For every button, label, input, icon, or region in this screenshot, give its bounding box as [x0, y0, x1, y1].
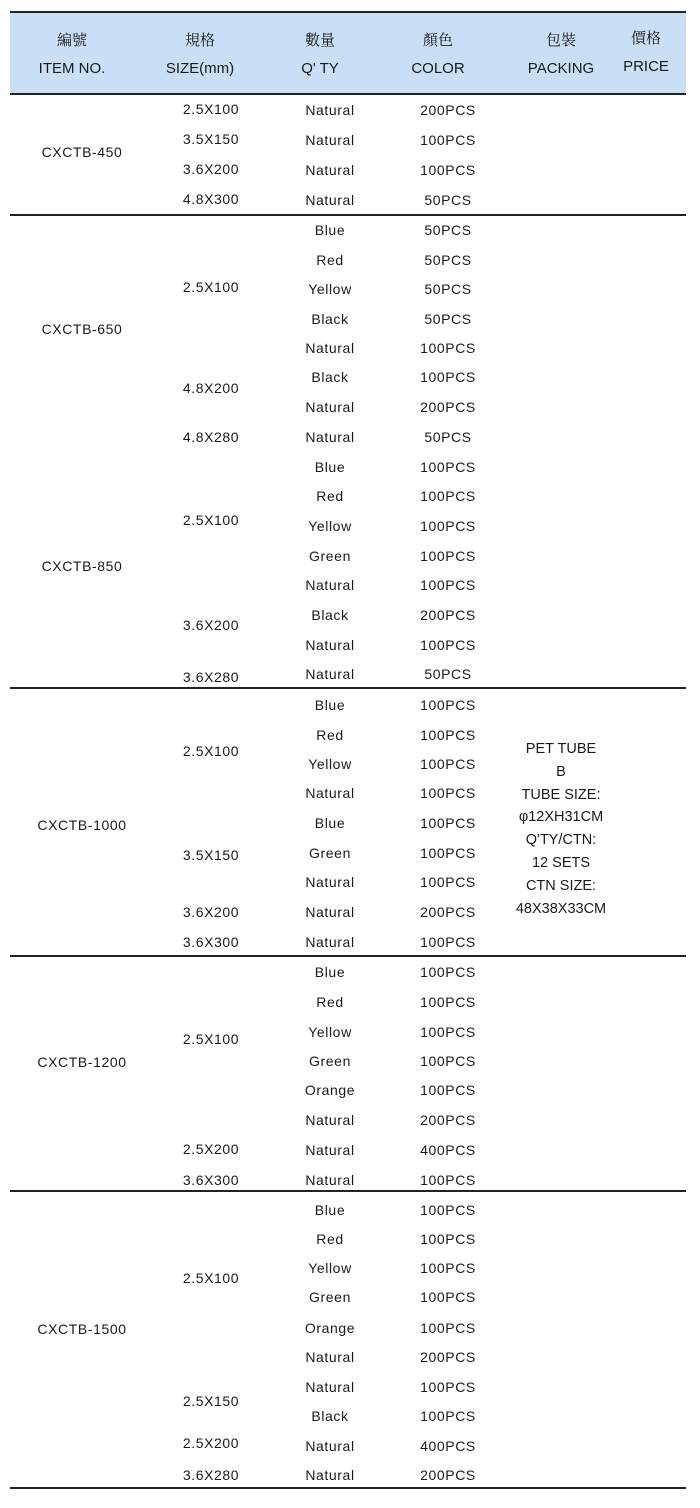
quantity-cell: 100PCS: [420, 577, 476, 593]
table-header: [10, 11, 686, 95]
quantity-cell: 100PCS: [420, 934, 476, 950]
header-size-en: SIZE(mm): [165, 60, 235, 77]
quantity-cell: 100PCS: [420, 1408, 476, 1424]
quantity-cell: 100PCS: [420, 1053, 476, 1069]
color-cell: Natural: [305, 1379, 355, 1395]
quantity-cell: 200PCS: [420, 904, 476, 920]
size-cell: 2.5X100: [182, 279, 240, 295]
size-cell: 4.8X300: [182, 191, 240, 207]
quantity-cell: 100PCS: [420, 1379, 476, 1395]
header-size-zh: 規格: [184, 32, 215, 49]
color-cell: Green: [309, 1053, 351, 1069]
color-cell: Natural: [305, 666, 355, 682]
color-cell: Natural: [305, 934, 355, 950]
item-number: CXCTB-450: [41, 144, 123, 160]
quantity-cell: 100PCS: [420, 874, 476, 890]
item-number: CXCTB-850: [41, 558, 123, 574]
size-cell: 3.6X300: [182, 1172, 240, 1188]
quantity-cell: 100PCS: [420, 994, 476, 1010]
packing-line: CTN SIZE:: [525, 877, 597, 894]
quantity-cell: 200PCS: [420, 399, 476, 415]
size-cell: 2.5X100: [182, 512, 240, 528]
quantity-cell: 100PCS: [420, 488, 476, 504]
packing-line: B: [556, 763, 566, 780]
size-cell: 2.5X100: [182, 1270, 240, 1286]
size-cell: 3.6X300: [182, 934, 240, 950]
header-color: [388, 13, 488, 93]
color-cell: Orange: [304, 1082, 356, 1098]
header-qty: [270, 13, 370, 93]
color-cell: Yellow: [308, 281, 352, 297]
quantity-cell: 100PCS: [420, 756, 476, 772]
color-cell: Natural: [305, 1172, 355, 1188]
color-cell: Natural: [305, 162, 355, 178]
quantity-cell: 200PCS: [420, 1467, 476, 1483]
header-qty-zh: 數量: [304, 32, 335, 49]
size-cell: 3.5X150: [182, 131, 240, 147]
color-cell: Natural: [305, 1438, 355, 1454]
quantity-cell: 50PCS: [424, 429, 472, 445]
quantity-cell: 100PCS: [420, 518, 476, 534]
quantity-cell: 200PCS: [420, 1349, 476, 1365]
quantity-cell: 50PCS: [424, 281, 472, 297]
quantity-cell: 200PCS: [420, 102, 476, 118]
size-cell: 2.5X100: [182, 101, 240, 117]
header-packing-en: PACKING: [527, 60, 595, 77]
quantity-cell: 100PCS: [420, 1082, 476, 1098]
size-cell: 2.5X100: [182, 1031, 240, 1047]
quantity-cell: 100PCS: [420, 1289, 476, 1305]
header-item-no-en: ITEM NO.: [38, 60, 106, 77]
header-packing-zh: 包裝: [545, 32, 576, 49]
quantity-cell: 100PCS: [420, 132, 476, 148]
quantity-cell: 100PCS: [420, 1024, 476, 1040]
color-cell: Blue: [314, 815, 346, 831]
size-cell: 3.5X150: [182, 847, 240, 863]
color-cell: Natural: [305, 785, 355, 801]
color-cell: Green: [309, 548, 351, 564]
color-cell: Green: [309, 845, 351, 861]
color-cell: Yellow: [308, 518, 352, 534]
quantity-cell: 100PCS: [420, 162, 476, 178]
quantity-cell: 50PCS: [424, 222, 472, 238]
quantity-cell: 100PCS: [420, 815, 476, 831]
header-price-en: PRICE: [623, 58, 669, 75]
packing-info: [512, 738, 610, 920]
quantity-cell: 100PCS: [420, 637, 476, 653]
color-cell: Red: [316, 727, 344, 743]
color-cell: Blue: [314, 697, 346, 713]
quantity-cell: 100PCS: [420, 785, 476, 801]
size-cell: 3.6X200: [182, 904, 240, 920]
packing-line: PET TUBE: [525, 741, 597, 757]
item-number: CXCTB-1500: [37, 1321, 127, 1337]
color-cell: Natural: [305, 1349, 355, 1365]
color-cell: Yellow: [308, 1260, 352, 1276]
color-cell: Natural: [305, 1467, 355, 1483]
color-cell: Natural: [305, 904, 355, 920]
quantity-cell: 200PCS: [420, 607, 476, 623]
quantity-cell: 100PCS: [420, 548, 476, 564]
color-cell: Red: [316, 252, 344, 268]
size-cell: 2.5X200: [182, 1141, 240, 1157]
packing-line: 12 SETS: [531, 854, 591, 871]
packing-line: 48X38X33CM: [515, 900, 607, 917]
quantity-cell: 100PCS: [420, 369, 476, 385]
color-cell: Natural: [305, 874, 355, 890]
header-price: [616, 13, 676, 93]
size-cell: 2.5X100: [182, 743, 240, 759]
item-number: CXCTB-1000: [37, 817, 127, 833]
quantity-cell: 50PCS: [424, 192, 472, 208]
item-number: CXCTB-650: [41, 321, 123, 337]
color-cell: Red: [316, 488, 344, 504]
size-cell: 3.6X200: [182, 617, 240, 633]
quantity-cell: 50PCS: [424, 252, 472, 268]
packing-line: Q'TY/CTN:: [525, 832, 597, 849]
color-cell: Natural: [305, 192, 355, 208]
header-color-zh: 顏色: [422, 32, 453, 49]
packing-line: φ12XH31CM: [518, 809, 604, 826]
quantity-cell: 200PCS: [420, 1112, 476, 1128]
header-item-no: [22, 13, 122, 93]
quantity-cell: 100PCS: [420, 1320, 476, 1336]
color-cell: Yellow: [308, 756, 352, 772]
color-cell: Natural: [305, 399, 355, 415]
quantity-cell: 100PCS: [420, 459, 476, 475]
header-color-en: COLOR: [411, 60, 465, 77]
color-cell: Natural: [305, 429, 355, 445]
header-price-zh: 價格: [630, 30, 661, 47]
quantity-cell: 100PCS: [420, 1260, 476, 1276]
color-cell: Blue: [314, 1202, 346, 1218]
color-cell: Red: [316, 1231, 344, 1247]
quantity-cell: 400PCS: [420, 1142, 476, 1158]
color-cell: Black: [311, 311, 349, 327]
quantity-cell: 100PCS: [420, 964, 476, 980]
color-cell: Blue: [314, 222, 346, 238]
color-cell: Natural: [305, 577, 355, 593]
color-cell: Natural: [305, 637, 355, 653]
size-cell: 2.5X200: [182, 1435, 240, 1451]
header-qty-en: Q' TY: [301, 60, 339, 77]
color-cell: Blue: [314, 459, 346, 475]
quantity-cell: 100PCS: [420, 845, 476, 861]
header-item-no-zh: 編號: [56, 32, 87, 49]
color-cell: Natural: [305, 340, 355, 356]
quantity-cell: 50PCS: [424, 666, 472, 682]
item-number: CXCTB-1200: [37, 1054, 127, 1070]
size-cell: 2.5X150: [182, 1393, 240, 1409]
quantity-cell: 100PCS: [420, 727, 476, 743]
color-cell: Green: [309, 1289, 351, 1305]
quantity-cell: 400PCS: [420, 1438, 476, 1454]
header-size: [150, 13, 250, 93]
header-packing: [511, 13, 611, 93]
quantity-cell: 100PCS: [420, 1172, 476, 1188]
packing-line: TUBE SIZE:: [521, 786, 601, 803]
quantity-cell: 50PCS: [424, 311, 472, 327]
quantity-cell: 100PCS: [420, 340, 476, 356]
quantity-cell: 100PCS: [420, 1231, 476, 1247]
quantity-cell: 100PCS: [420, 697, 476, 713]
color-cell: Blue: [314, 964, 346, 980]
size-cell: 3.6X200: [182, 161, 240, 177]
size-cell: 4.8X280: [182, 429, 240, 445]
color-cell: Orange: [304, 1320, 356, 1336]
color-cell: Black: [311, 1408, 349, 1424]
color-cell: Natural: [305, 102, 355, 118]
size-cell: 3.6X280: [182, 1467, 240, 1483]
color-cell: Natural: [305, 1142, 355, 1158]
size-cell: 4.8X200: [182, 380, 240, 396]
color-cell: Yellow: [308, 1024, 352, 1040]
color-cell: Red: [316, 994, 344, 1010]
color-cell: Black: [311, 369, 349, 385]
color-cell: Black: [311, 607, 349, 623]
quantity-cell: 100PCS: [420, 1202, 476, 1218]
color-cell: Natural: [305, 1112, 355, 1128]
size-cell: 3.6X280: [182, 669, 240, 685]
color-cell: Natural: [305, 132, 355, 148]
